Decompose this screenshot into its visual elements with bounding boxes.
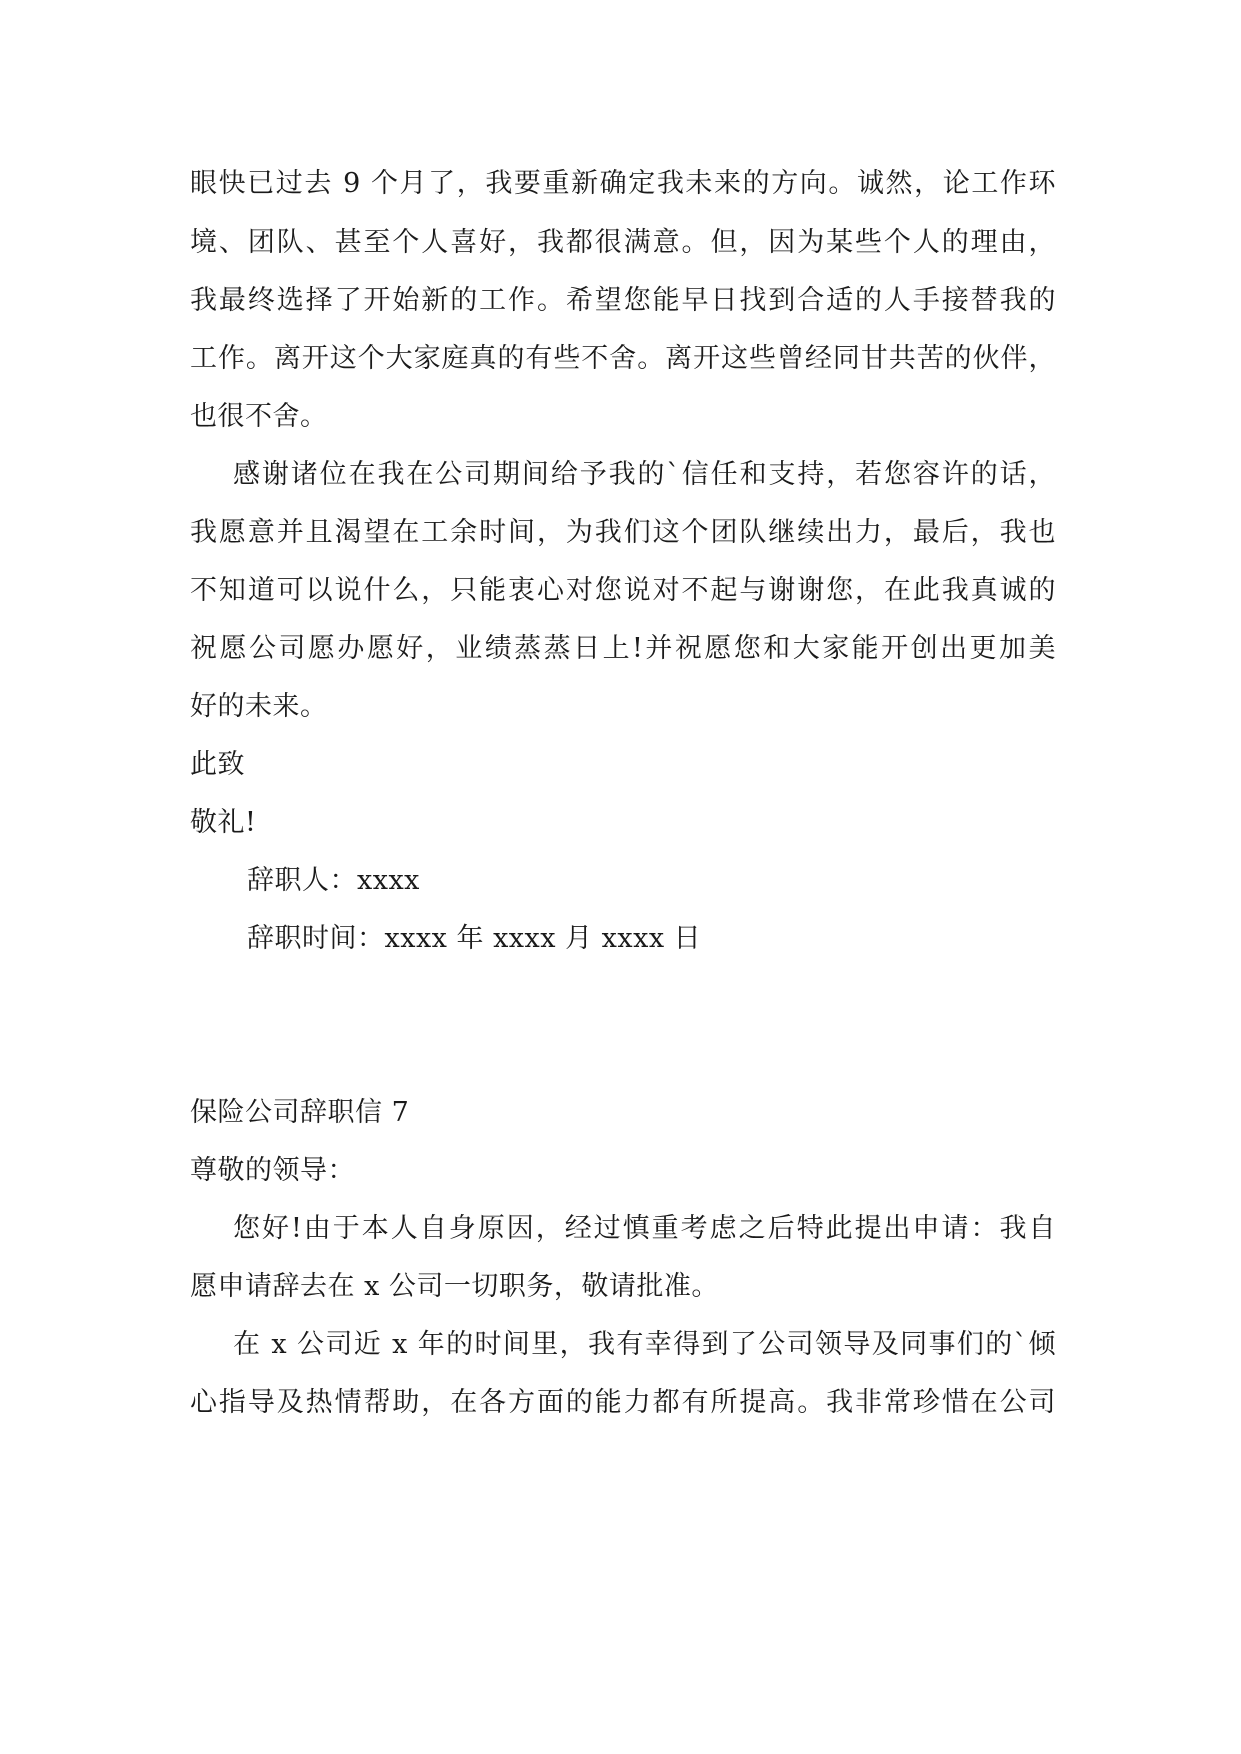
section-title: 保险公司辞职信 7 — [190, 1097, 410, 1128]
closing-line: 敬礼! — [190, 807, 257, 838]
text-line: 感谢诸位在我在公司期间给予我的`信任和支持，若您容许的话， — [233, 459, 1056, 490]
text-line: 祝愿公司愿办愿好，业绩蒸蒸日上!并祝愿您和大家能开创出更加美 — [190, 633, 1056, 664]
text-line: 不知道可以说什么，只能衷心对您说对不起与谢谢您，在此我真诚的 — [190, 575, 1056, 606]
text-line: 好的未来。 — [190, 691, 328, 722]
text-line: 心指导及热情帮助，在各方面的能力都有所提高。我非常珍惜在公司 — [190, 1387, 1056, 1418]
text-line: 境、团队、甚至个人喜好，我都很满意。但，因为某些个人的理由， — [190, 227, 1056, 258]
text-line: 眼快已过去 9 个月了，我要重新确定我未来的方向。诚然，论工作环 — [190, 168, 1056, 199]
closing-line: 此致 — [190, 749, 245, 780]
text-line: 愿申请辞去在 x 公司一切职务，敬请批准。 — [190, 1271, 719, 1302]
salutation: 尊敬的领导： — [190, 1155, 355, 1186]
text-line: 在 x 公司近 x 年的时间里，我有幸得到了公司领导及同事们的`倾 — [233, 1329, 1056, 1360]
signer-line: 辞职人：xxxx — [247, 865, 420, 896]
text-line: 也很不舍。 — [190, 401, 328, 432]
text-line: 我愿意并且渴望在工余时间，为我们这个团队继续出力，最后，我也 — [190, 517, 1056, 548]
text-line: 我最终选择了开始新的工作。希望您能早日找到合适的人手接替我的 — [190, 285, 1056, 316]
date-line: 辞职时间：xxxx 年 xxxx 月 xxxx 日 — [247, 923, 702, 954]
text-line: 您好!由于本人自身原因，经过慎重考虑之后特此提出申请：我自 — [233, 1213, 1056, 1244]
text-line: 工作。离开这个大家庭真的有些不舍。离开这些曾经同甘共苦的伙伴， — [190, 343, 1056, 374]
